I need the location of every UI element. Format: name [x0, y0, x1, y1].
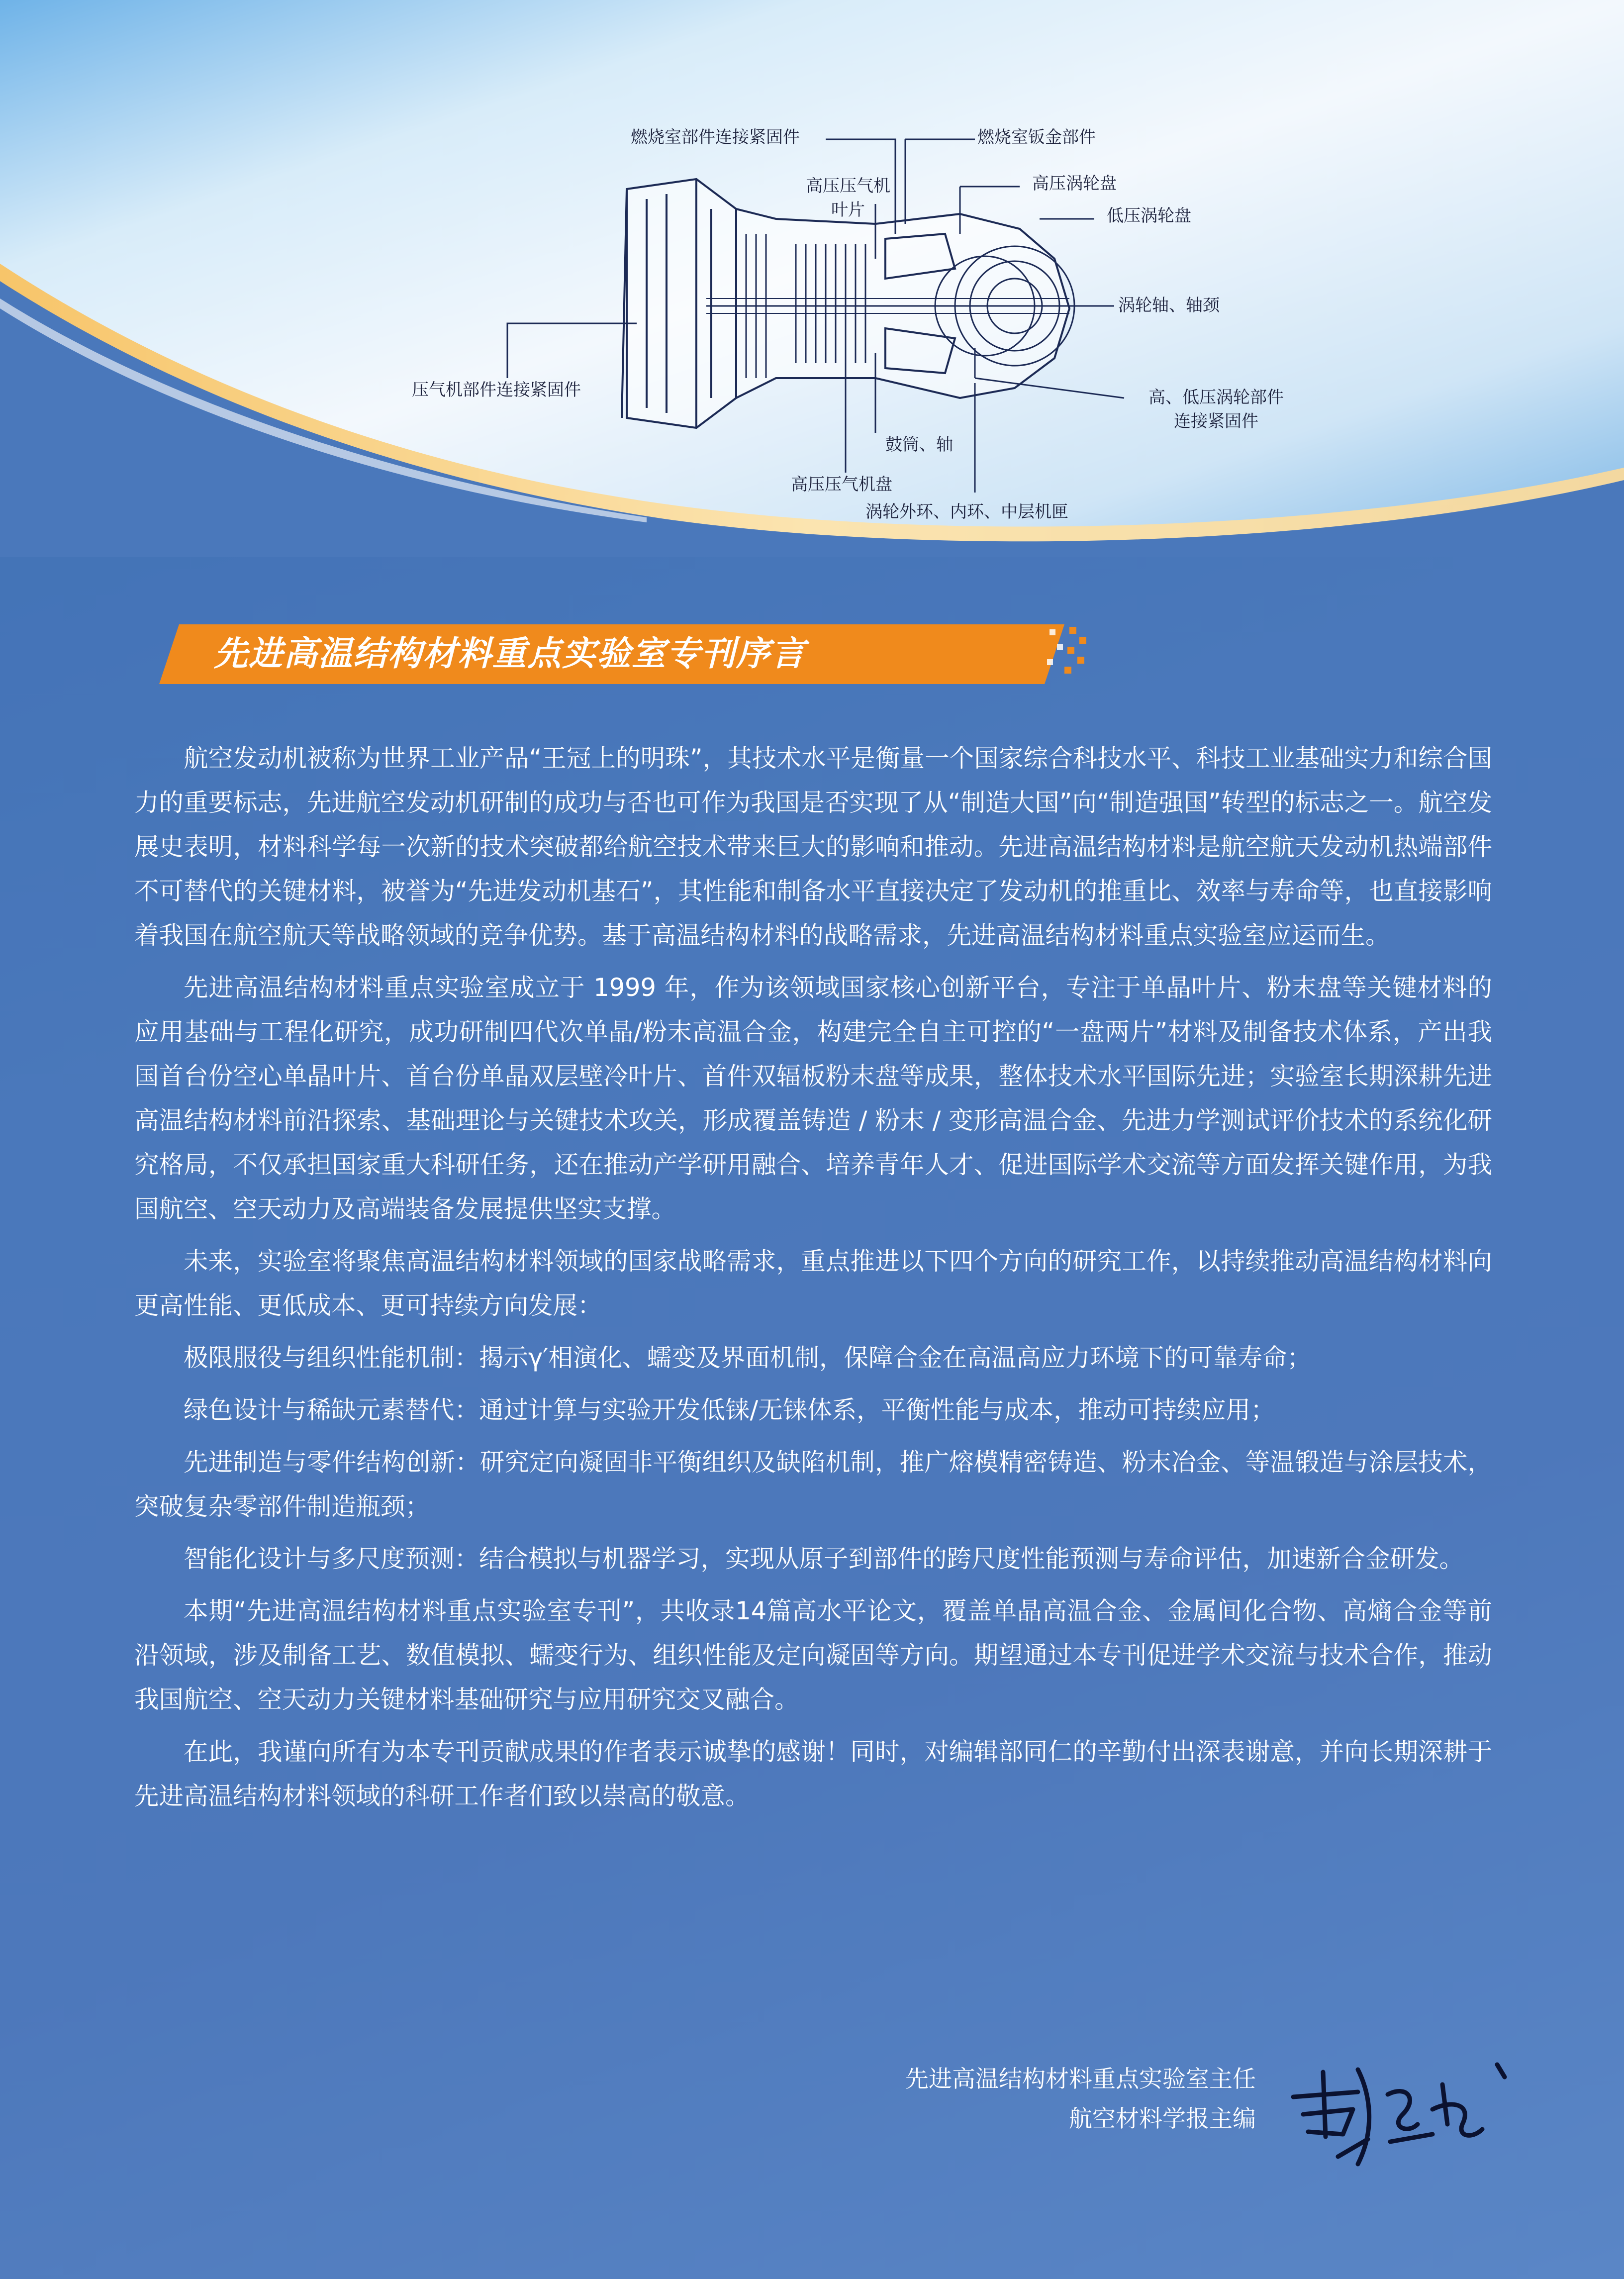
- callout-hp-compressor-blade: 高压压气机 叶片: [806, 176, 890, 220]
- preface-body: [134, 736, 1492, 1826]
- callout-hp-turbine-disk: 高压涡轮盘: [1032, 174, 1117, 194]
- banner-checker-pattern: [1064, 627, 1086, 674]
- section-banner: [159, 624, 1094, 684]
- paragraph-lab-history: 先进高温结构材料重点实验室成立于 1999 年，作为该领域国家核心创新平台，专注于单晶叶片、粉末盘等关键材料的应用基础与工程化研究，成功研制四代次单晶/粉末高温合金，构建完全自主可控的“一盘两片”材料及制备技术体系，产出我国首台份空心单晶叶片、首台份单晶双层壁冷叶片、首件双辐板粉末盘等成果，整体技术水平国际先进；实验室长期深耕先进高温结构材料前沿探索、基础理论与关键技术攻关，形成覆盖铸造 / 粉末 / 变形高温合金、先进力学测试评价技术的系统化研究格局，不仅承担国家重大科研任务，还在推动产学研用融合、培养青年人才、促进国际学术交流等方面发挥关键作用，为我国航空、空天动力及高端装备发展提供坚实支撑。: [134, 973, 1492, 1223]
- signoff-title-2: 航空材料学报主编: [1069, 2105, 1256, 2133]
- callout-combustor-fasteners: 燃烧室部件连接紧固件: [631, 127, 800, 147]
- callout-turbine-shaft: 涡轮轴、轴颈: [1118, 296, 1220, 315]
- handwritten-signature: [1283, 2050, 1512, 2179]
- paragraph-direction-2: 绿色设计与稀缺元素替代：通过计算与实验开发低铼/无铼体系，平衡性能与成本，推动可持续应用；: [184, 1395, 1275, 1424]
- paragraph-issue: 本期“先进高温结构材料重点实验室专刊”，共收录14篇高水平论文，覆盖单晶高温合金、金属间化合物、高熵合金等前沿领域，涉及制备工艺、数值模拟、蠕变行为、组织性能及定向凝固等方向。期望通过本专刊促进学术交流与技术合作，推动我国航空、空天动力关键材料基础研究与应用研究交叉融合。: [134, 1596, 1492, 1714]
- paragraph-thanks: 在此，我谨向所有为本专刊贡献成果的作者表示诚挚的感谢！同时，对编辑部同仁的辛勤付出深表谢意，并向长期深耕于先进高温结构材料领域的科研工作者们致以崇高的敬意。: [134, 1737, 1492, 1810]
- banner-title: 先进高温结构材料重点实验室专刊序言: [214, 634, 806, 674]
- paragraph-direction-1: 极限服役与组织性能机制：揭示γ′相演化、蠕变及界面机制，保障合金在高温高应力环境下的可靠寿命；: [184, 1343, 1312, 1372]
- callout-compressor-fasteners: 压气机部件连接紧固件: [412, 380, 581, 400]
- header-illustration: [0, 0, 1624, 557]
- paragraph-direction-4: 智能化设计与多尺度预测：结合模拟与机器学习，实现从原子到部件的跨尺度性能预测与寿命评估，加速新合金研发。: [184, 1544, 1464, 1573]
- paragraph-future: 未来，实验室将聚焦高温结构材料领域的国家战略需求，重点推进以下四个方向的研究工作，以持续推动高温结构材料向更高性能、更低成本、更可持续方向发展：: [134, 1247, 1492, 1320]
- callout-hp-compressor-disk: 高压压气机盘: [791, 475, 892, 495]
- paragraph-direction-3: 先进制造与零件结构创新：研究定向凝固非平衡组织及缺陷机制，推广熔模精密铸造、粉末冶金、等温锻造与涂层技术，突破复杂零部件制造瓶颈；: [134, 1448, 1492, 1521]
- callout-turbine-rings: 涡轮外环、内环、中层机匣: [865, 502, 1068, 522]
- paragraph-intro: 航空发动机被称为世界工业产品“王冠上的明珠”，其技术水平是衡量一个国家综合科技水平、科技工业基础实力和综合国力的重要标志，先进航空发动机研制的成功与否也可作为我国是否实现了从“制造大国”向“制造强国”转型的标志之一。航空发展史表明，材料科学每一次新的技术突破都给航空技术带来巨大的影响和推动。先进高温结构材料是航空航天发动机热端部件不可替代的关键材料，被誉为“先进发动机基石”，其性能和制备水平直接决定了发动机的推重比、效率与寿命等，也直接影响着我国在航空航天等战略领域的竞争优势。基于高温结构材料的战略需求，先进高温结构材料重点实验室应运而生。: [134, 744, 1492, 950]
- callout-lp-turbine-disk: 低压涡轮盘: [1107, 206, 1191, 226]
- callout-combustor-sheet-metal: 燃烧室钣金部件: [977, 127, 1096, 147]
- signoff-title-1: 先进高温结构材料重点实验室主任: [905, 2066, 1256, 2093]
- callout-drum-shaft: 鼓筒、轴: [885, 435, 953, 455]
- signoff-block: [905, 2060, 1256, 2139]
- callout-turbine-fasteners: 高、低压涡轮部件 连接紧固件: [1148, 388, 1284, 431]
